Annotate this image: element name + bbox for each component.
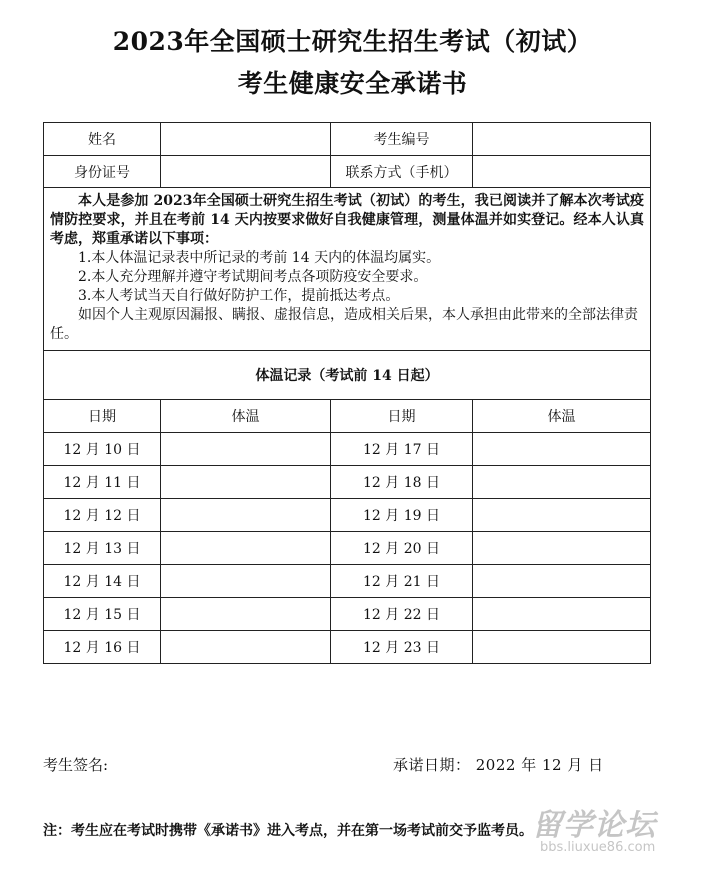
- temp-entry-right[interactable]: [473, 598, 651, 631]
- temperature-row: [44, 565, 651, 598]
- date-cell-right: 12 月 19 日: [331, 499, 473, 532]
- contact-field[interactable]: [473, 156, 651, 188]
- temperature-row: [44, 631, 651, 664]
- watermark-url: bbs.liuxue86.com: [540, 840, 656, 855]
- date-cell-left: 12 月 16 日: [44, 631, 161, 664]
- temp-entry-right[interactable]: [473, 499, 651, 532]
- temperature-row: [44, 598, 651, 631]
- date-cell-left: 12 月 14 日: [44, 565, 161, 598]
- temp-entry-left[interactable]: [161, 565, 331, 598]
- date-cell-right: 12 月 23 日: [331, 631, 473, 664]
- temp-entry-left[interactable]: [161, 466, 331, 499]
- date-cell-left: 12 月 10 日: [44, 433, 161, 466]
- temp-entry-left[interactable]: [161, 631, 331, 664]
- promise-item-3: 3.本人考试当天自行做好防护工作，提前抵达考点。: [78, 288, 400, 304]
- promise-lead: 本人是参加 2023年全国硕士研究生招生考试（初试）的考生，我已阅读并了解本次考试疫情防控要求，并且在考前 14 天内按要求做好自我健康管理，测量体温并如实登记。经本人认真考虑，郑重承诺以下事项：: [50, 193, 644, 247]
- name-label: 姓名: [44, 123, 161, 156]
- date-cell-left: 12 月 13 日: [44, 532, 161, 565]
- promise-closing: 如因个人主观原因漏报、瞒报、虚报信息，造成相关后果，本人承担由此带来的全部法律责任。: [50, 307, 638, 342]
- exam-number-label: 考生编号: [331, 123, 473, 156]
- temp-entry-right[interactable]: [473, 433, 651, 466]
- footnote: 注：考生应在考试时携带《承诺书》进入考点，并在第一场考试前交予监考员。: [43, 823, 533, 839]
- name-field[interactable]: [161, 123, 331, 156]
- promise-statement: [44, 188, 651, 351]
- temperature-row: [44, 532, 651, 565]
- temp-header-left: 体温: [161, 400, 331, 433]
- temperature-row: [44, 466, 651, 499]
- promise-item-1: 1.本人体温记录表中所记录的考前 14 天内的体温均属实。: [78, 250, 441, 266]
- commitment-form-table: [43, 122, 651, 664]
- watermark-text: 留学论坛: [532, 808, 656, 843]
- temperature-row: [44, 499, 651, 532]
- temp-entry-left[interactable]: [161, 532, 331, 565]
- id-number-label: 身份证号: [44, 156, 161, 188]
- date-cell-left: 12 月 11 日: [44, 466, 161, 499]
- document-title: 2023年全国硕士研究生招生考试（初试）: [112, 27, 593, 56]
- promise-item-2: 2.本人充分理解并遵守考试期间考点各项防疫安全要求。: [78, 269, 428, 285]
- date-cell-right: 12 月 17 日: [331, 433, 473, 466]
- date-cell-right: 12 月 20 日: [331, 532, 473, 565]
- temperature-record-title: 体温记录（考试前 14 日起）: [44, 351, 651, 400]
- temp-entry-right[interactable]: [473, 631, 651, 664]
- date-cell-left: 12 月 12 日: [44, 499, 161, 532]
- promise-date: 承诺日期： 2022 年 12 月 日: [393, 756, 604, 774]
- date-cell-right: 12 月 21 日: [331, 565, 473, 598]
- watermark-logo: [532, 800, 702, 860]
- exam-number-field[interactable]: [473, 123, 651, 156]
- date-cell-left: 12 月 15 日: [44, 598, 161, 631]
- temp-entry-right[interactable]: [473, 565, 651, 598]
- signature-label: 考生签名:: [43, 756, 109, 774]
- id-number-field[interactable]: [161, 156, 331, 188]
- date-cell-right: 12 月 18 日: [331, 466, 473, 499]
- temp-entry-left[interactable]: [161, 598, 331, 631]
- date-header-right: 日期: [331, 400, 473, 433]
- date-header-left: 日期: [44, 400, 161, 433]
- document-subtitle: 考生健康安全承诺书: [237, 69, 468, 98]
- temp-entry-left[interactable]: [161, 433, 331, 466]
- date-cell-right: 12 月 22 日: [331, 598, 473, 631]
- temp-entry-right[interactable]: [473, 466, 651, 499]
- temp-entry-left[interactable]: [161, 499, 331, 532]
- temp-entry-right[interactable]: [473, 532, 651, 565]
- contact-label: 联系方式（手机）: [331, 156, 473, 188]
- temperature-row: [44, 433, 651, 466]
- temp-header-right: 体温: [473, 400, 651, 433]
